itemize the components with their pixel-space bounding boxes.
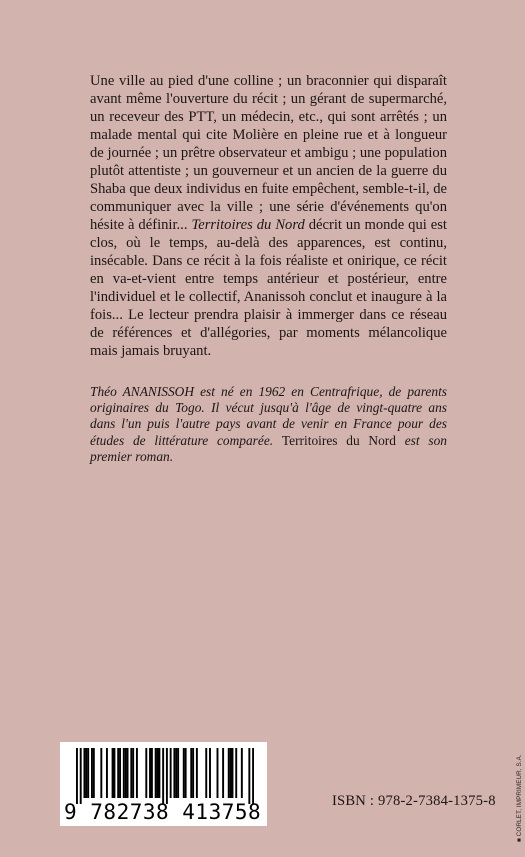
barcode-digits: 9 782738 413758: [64, 800, 262, 824]
barcode-bar: [100, 748, 102, 798]
author-bio: [90, 384, 447, 465]
isbn-number: ISBN : 978-2-7384-1375-8: [332, 793, 496, 809]
barcode-bar: [80, 748, 82, 804]
barcode-bar: [185, 748, 187, 798]
printer-credit: [506, 722, 523, 842]
barcode-bar: [205, 748, 207, 798]
barcode-bar: [183, 748, 185, 798]
barcode-bar: [132, 748, 134, 798]
barcode-bar: [136, 748, 138, 798]
barcode-bar: [149, 748, 151, 798]
barcode-bar: [196, 748, 198, 798]
barcode-bar: [157, 748, 159, 798]
barcode-bar: [127, 748, 129, 798]
barcode-bar: [177, 748, 179, 798]
barcode-bar: [248, 748, 250, 804]
barcode-bar: [130, 748, 132, 798]
barcode-bar: [112, 748, 114, 798]
barcode-bar: [151, 748, 153, 798]
barcode-bar: [209, 748, 211, 798]
blurb-text-start: Une ville au pied d'une colline ; un braconnier qui disparaît avant même l'ouverture du récit ; un gérant de supermarché, un receveur des PTT, un médecin, etc., qui sont arrêtés ; un malade mental qui cite Molière en pleine rue et à longueur de journée ; un prêtre observateur et ambigu ; une population plutôt attentiste ; un gouverneur et un ancien de la guerre du Shaba que deux individus en fuite empêchent, semble-t-il, de communiquer avec la ville ; une série d'événements qu'on hésite à définir...: [90, 73, 447, 233]
barcode-bar: [85, 748, 87, 798]
barcode-bar: [162, 748, 164, 804]
barcode-bar: [228, 748, 230, 798]
barcode-bar: [91, 748, 93, 798]
barcode-bar: [235, 748, 237, 798]
barcode-bar: [230, 748, 232, 798]
barcode-bar: [113, 748, 115, 798]
barcode-bar: [106, 748, 108, 798]
barcode-bar: [155, 748, 157, 798]
blurb-book-title: Territoires du Nord: [191, 217, 305, 233]
barcode: [60, 742, 267, 826]
printer-credit-text: ■ CORLET, IMPRIMEUR, S.A.: [516, 754, 523, 842]
barcode-bar: [158, 748, 160, 798]
author-bio-book-title: Territoires du Nord: [281, 432, 396, 448]
barcode-bar: [170, 748, 172, 798]
barcode-bar: [125, 748, 127, 798]
barcode-bar: [222, 748, 224, 798]
barcode-bar: [117, 748, 119, 798]
barcode-bars: [76, 748, 254, 804]
barcode-bar: [145, 748, 147, 798]
barcode-bar: [252, 748, 254, 804]
barcode-bar: [87, 748, 89, 798]
barcode-bar: [232, 748, 234, 798]
author-bio-text-start: Théo ANANISSOH est né en 1962 en Centrafrique, de parents originaires du Togo. Il vécut jusqu'à l'âge de vingt-quatre ans dans l'un puis l'autre pays avant de venir en France pour des études de littérature comparée.: [90, 384, 447, 448]
barcode-bar: [217, 748, 219, 798]
barcode-bar: [93, 748, 95, 798]
author-bio-text-end: est son premier roman.: [90, 432, 447, 464]
barcode-bar: [192, 748, 194, 798]
barcode-bar: [119, 748, 121, 798]
barcode-bar: [166, 748, 168, 804]
barcode-bar: [241, 748, 243, 798]
barcode-bar: [173, 748, 175, 798]
blurb-text-end: décrit un monde qui est clos, où le temps, au-delà des apparences, est continu, insécable. Dans ce récit à la fois réaliste et onirique, ce récit en va-et-vient entre temps antérieur et postérieur, entre l'individuel et le collectif, Ananissoh conclut et inaugure à la fois... Le lecteur prendra plaisir à immerger dans ce réseau de références et d'allégories, par moments mélancolique mais jamais bruyant.: [90, 217, 447, 359]
barcode-bar: [175, 748, 177, 798]
barcode-bar: [190, 748, 192, 798]
barcode-bar: [123, 748, 125, 798]
barcode-bar: [76, 748, 78, 804]
back-cover-blurb: [90, 72, 447, 360]
barcode-bar: [83, 748, 85, 798]
